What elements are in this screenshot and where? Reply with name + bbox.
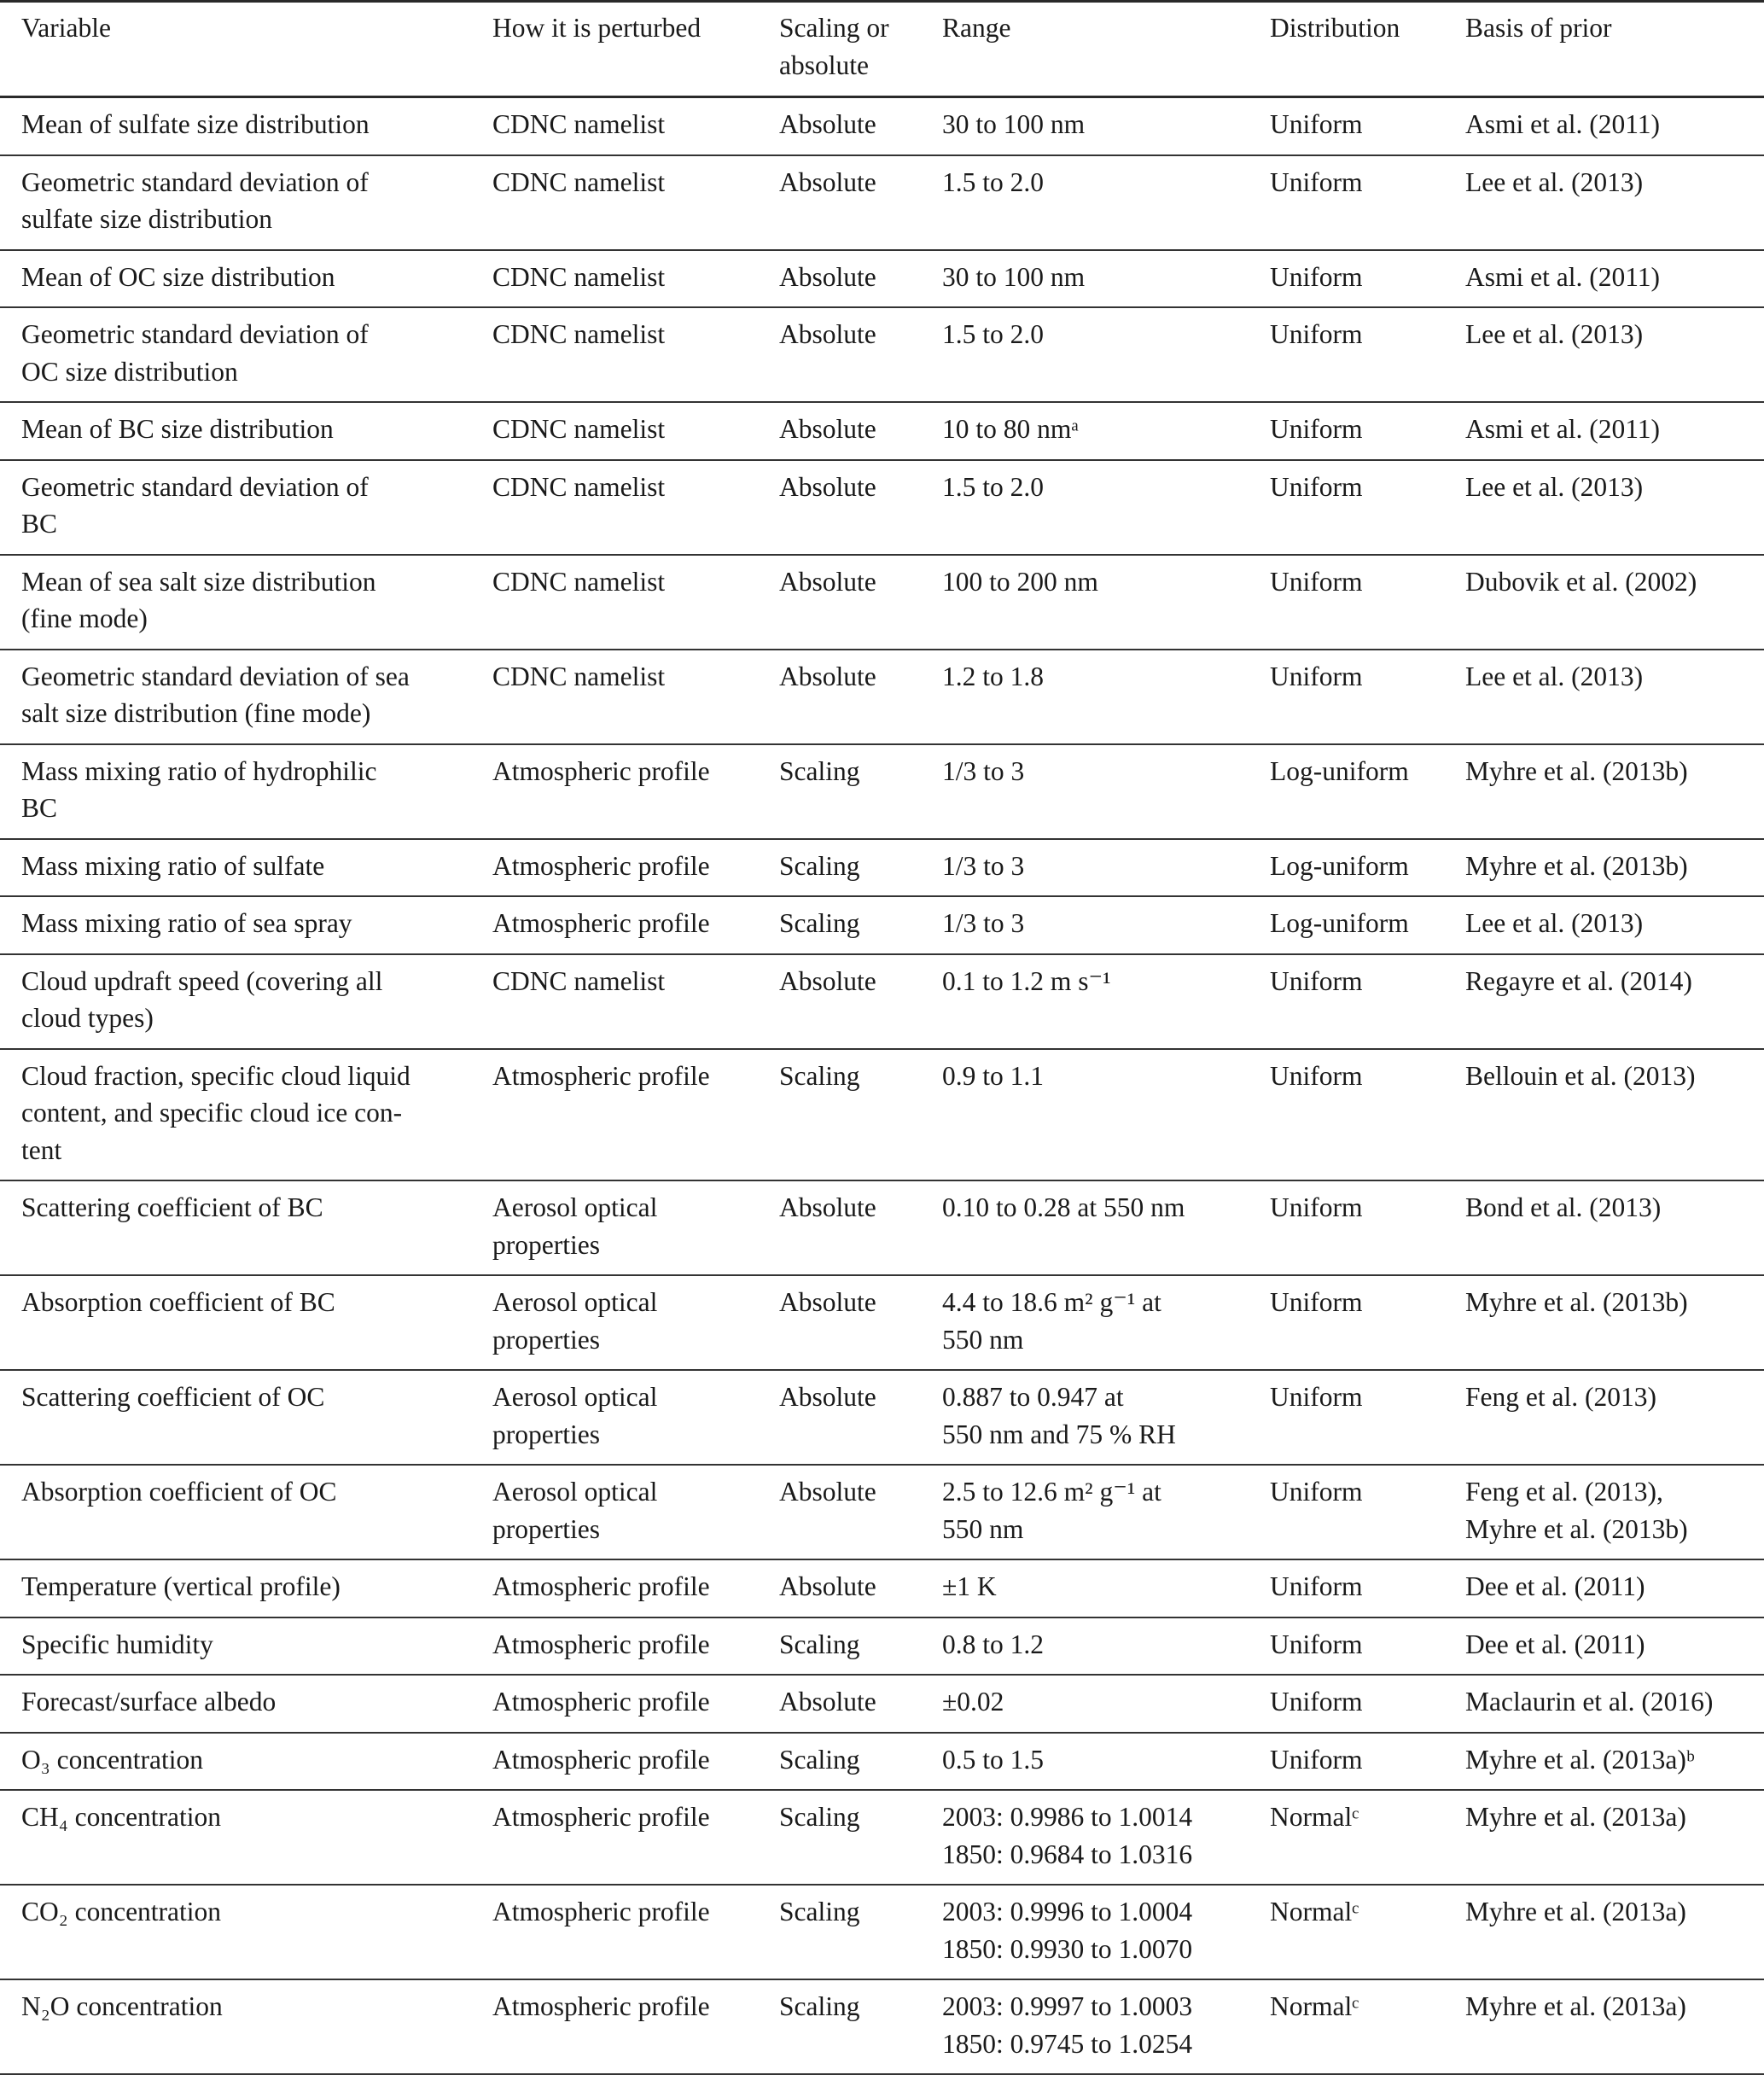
- header-scaling-or-absolute: Scaling or absolute: [779, 2, 942, 97]
- cell-how-perturbed: CDNC namelist: [492, 109, 666, 139]
- cell-variable: O₃ concentration: [21, 1744, 204, 1775]
- cell-range: 0.10 to 0.28 at 550 nm: [942, 1192, 1185, 1222]
- table-row: [0, 1275, 1764, 1370]
- cell-basis-of-prior: Dee et al. (2011): [1465, 1571, 1645, 1601]
- cell-distribution: Normalᶜ: [1270, 1802, 1359, 1832]
- cell-basis-of-prior: Myhre et al. (2013a)ᵇ: [1465, 1744, 1695, 1775]
- cell-scaling: Absolute: [779, 471, 876, 502]
- cell-range: 10 to 80 nmᵃ: [942, 414, 1079, 444]
- cell-range: 1/3 to 3: [942, 755, 1025, 786]
- table-row: [0, 954, 1764, 1049]
- cell-range: ±1 K: [942, 1571, 997, 1601]
- cell-variable: CO₂ concentration: [21, 1897, 222, 1926]
- cell-range: 1.5 to 2.0: [942, 166, 1045, 197]
- cell-basis-of-prior: Asmi et al. (2011): [1465, 414, 1661, 444]
- cell-basis-of-prior: Myhre et al. (2013a): [1465, 1991, 1686, 2021]
- cell-basis-of-prior: Dee et al. (2011): [1465, 1629, 1645, 1659]
- cell-basis-of-prior: Lee et al. (2013): [1465, 319, 1644, 349]
- cell-basis-of-prior: Feng et al. (2013), Myhre et al. (2013b): [1465, 1477, 1688, 1544]
- cell-distribution: Uniform: [1270, 414, 1363, 444]
- cell-distribution: Uniform: [1270, 261, 1363, 292]
- cell-distribution: Normalᶜ: [1270, 1991, 1359, 2021]
- cell-scaling: Scaling: [779, 850, 860, 881]
- cell-range: 0.887 to 0.947 at 550 nm and 75 % RH: [942, 1382, 1176, 1449]
- cell-scaling: Scaling: [779, 1744, 860, 1775]
- cell-distribution: Uniform: [1270, 1382, 1363, 1412]
- cell-how-perturbed: Aerosol optical properties: [492, 1192, 658, 1260]
- cell-how-perturbed: Atmospheric profile: [492, 1687, 710, 1717]
- cell-basis-of-prior: Feng et al. (2013): [1465, 1382, 1656, 1412]
- cell-variable: Mean of sea salt size distribution (fine mode): [21, 566, 376, 633]
- cell-variable: Mean of BC size distribution: [21, 414, 334, 444]
- cell-distribution: Uniform: [1270, 166, 1363, 197]
- cell-scaling: Absolute: [779, 109, 876, 139]
- table-row: [0, 1559, 1764, 1617]
- cell-variable: Cloud fraction, specific cloud liquid content, and specific cloud ice con- tent: [21, 1060, 410, 1165]
- header-how-perturbed: How it is perturbed: [492, 2, 779, 97]
- cell-variable: Geometric standard deviation of sulfate size distribution: [21, 166, 369, 234]
- table-row: [0, 155, 1764, 250]
- cell-distribution: Uniform: [1270, 1629, 1363, 1659]
- cell-how-perturbed: Atmospheric profile: [492, 1897, 710, 1926]
- cell-range: 30 to 100 nm: [942, 261, 1086, 292]
- cell-basis-of-prior: Bellouin et al. (2013): [1465, 1060, 1696, 1091]
- table-row: [0, 97, 1764, 155]
- cell-distribution: Log-uniform: [1270, 908, 1409, 938]
- cell-distribution: Uniform: [1270, 109, 1363, 139]
- cell-basis-of-prior: Myhre et al. (2013b): [1465, 850, 1688, 881]
- table-row: [0, 1617, 1764, 1676]
- cell-scaling: Absolute: [779, 965, 876, 996]
- cell-variable: Mean of OC size distribution: [21, 261, 335, 292]
- cell-range: 2.5 to 12.6 m² g⁻¹ at 550 nm: [942, 1477, 1161, 1544]
- cell-variable: Scattering coefficient of BC: [21, 1192, 323, 1222]
- table-row: [0, 744, 1764, 839]
- cell-range: 2003: 0.9997 to 1.0003 1850: 0.9745 to 1.0254: [942, 1991, 1193, 2059]
- cell-basis-of-prior: Myhre et al. (2013a): [1465, 1802, 1686, 1832]
- cell-how-perturbed: Atmospheric profile: [492, 1802, 710, 1832]
- cell-variable: Absorption coefficient of OC: [21, 1477, 337, 1507]
- cell-scaling: Scaling: [779, 1897, 860, 1926]
- cell-how-perturbed: CDNC namelist: [492, 471, 666, 502]
- cell-variable: Specific humidity: [21, 1629, 213, 1659]
- table-row: [0, 402, 1764, 460]
- table-row: [0, 1885, 1764, 1979]
- cell-basis-of-prior: Asmi et al. (2011): [1465, 261, 1661, 292]
- cell-how-perturbed: Atmospheric profile: [492, 755, 710, 786]
- cell-distribution: Uniform: [1270, 1060, 1363, 1091]
- table-row: [0, 1370, 1764, 1465]
- cell-how-perturbed: Aerosol optical properties: [492, 1287, 658, 1355]
- cell-variable: Geometric standard deviation of BC: [21, 471, 369, 539]
- header-variable: Variable: [0, 2, 492, 97]
- table-row: [0, 1675, 1764, 1733]
- cell-distribution: Uniform: [1270, 566, 1363, 597]
- cell-basis-of-prior: Lee et al. (2013): [1465, 661, 1644, 691]
- cell-how-perturbed: Atmospheric profile: [492, 908, 710, 938]
- table-row: [0, 1049, 1764, 1181]
- cell-range: 0.8 to 1.2: [942, 1629, 1045, 1659]
- cell-scaling: Scaling: [779, 1802, 860, 1832]
- cell-distribution: Uniform: [1270, 319, 1363, 349]
- cell-how-perturbed: Atmospheric profile: [492, 1991, 710, 2021]
- cell-variable: Geometric standard deviation of sea salt size distribution (fine mode): [21, 661, 410, 728]
- header-distribution: Distribution: [1270, 2, 1465, 97]
- header-basis-of-prior: Basis of prior: [1465, 2, 1764, 97]
- cell-how-perturbed: Atmospheric profile: [492, 1571, 710, 1601]
- cell-range: 0.5 to 1.5: [942, 1744, 1045, 1775]
- cell-range: 0.1 to 1.2 m s⁻¹: [942, 965, 1111, 996]
- cell-distribution: Uniform: [1270, 1744, 1363, 1775]
- cell-variable: Cloud updraft speed (covering all cloud types): [21, 965, 383, 1033]
- table-row: [0, 1733, 1764, 1791]
- cell-basis-of-prior: Myhre et al. (2013b): [1465, 755, 1688, 786]
- table-row: [0, 460, 1764, 555]
- table-row: [0, 839, 1764, 897]
- cell-distribution: Uniform: [1270, 1571, 1363, 1601]
- cell-scaling: Absolute: [779, 319, 876, 349]
- cell-variable: Mass mixing ratio of hydrophilic BC: [21, 755, 377, 823]
- cell-basis-of-prior: Bond et al. (2013): [1465, 1192, 1662, 1222]
- cell-range: 1.2 to 1.8: [942, 661, 1045, 691]
- cell-how-perturbed: CDNC namelist: [492, 414, 666, 444]
- table-body: [0, 97, 1764, 2075]
- table-row: [0, 896, 1764, 954]
- cell-how-perturbed: CDNC namelist: [492, 965, 666, 996]
- cell-scaling: Absolute: [779, 661, 876, 691]
- cell-range: 2003: 0.9986 to 1.0014 1850: 0.9684 to 1.0316: [942, 1802, 1193, 1869]
- cell-variable: Absorption coefficient of BC: [21, 1287, 335, 1317]
- cell-how-perturbed: Aerosol optical properties: [492, 1382, 658, 1449]
- table-row: [0, 307, 1764, 402]
- cell-basis-of-prior: Myhre et al. (2013a): [1465, 1897, 1686, 1926]
- cell-variable: Geometric standard deviation of OC size distribution: [21, 319, 369, 387]
- cell-basis-of-prior: Myhre et al. (2013b): [1465, 1287, 1688, 1317]
- cell-variable: CH₄ concentration: [21, 1802, 222, 1832]
- table-row: [0, 1465, 1764, 1559]
- cell-distribution: Log-uniform: [1270, 850, 1409, 881]
- cell-variable: Temperature (vertical profile): [21, 1571, 341, 1601]
- cell-scaling: Absolute: [779, 1382, 876, 1412]
- cell-distribution: Uniform: [1270, 1287, 1363, 1317]
- cell-distribution: Log-uniform: [1270, 755, 1409, 786]
- cell-basis-of-prior: Lee et al. (2013): [1465, 166, 1644, 197]
- cell-basis-of-prior: Maclaurin et al. (2016): [1465, 1687, 1714, 1717]
- cell-range: 1.5 to 2.0: [942, 471, 1045, 502]
- cell-scaling: Absolute: [779, 1192, 876, 1222]
- cell-basis-of-prior: Asmi et al. (2011): [1465, 109, 1661, 139]
- cell-range: 1.5 to 2.0: [942, 319, 1045, 349]
- header-range: Range: [942, 2, 1270, 97]
- cell-how-perturbed: Atmospheric profile: [492, 1060, 710, 1091]
- table-row: [0, 1180, 1764, 1275]
- cell-scaling: Scaling: [779, 1060, 860, 1091]
- cell-range: 2003: 0.9996 to 1.0004 1850: 0.9930 to 1.0070: [942, 1897, 1193, 1964]
- cell-how-perturbed: CDNC namelist: [492, 566, 666, 597]
- cell-distribution: Uniform: [1270, 1687, 1363, 1717]
- header-row: [0, 2, 1764, 97]
- cell-scaling: Absolute: [779, 261, 876, 292]
- table-row: [0, 1979, 1764, 2074]
- cell-distribution: Normalᶜ: [1270, 1897, 1359, 1926]
- table-row: [0, 650, 1764, 744]
- cell-distribution: Uniform: [1270, 1192, 1363, 1222]
- cell-scaling: Absolute: [779, 1687, 876, 1717]
- cell-range: 100 to 200 nm: [942, 566, 1098, 597]
- cell-distribution: Uniform: [1270, 965, 1363, 996]
- cell-distribution: Uniform: [1270, 471, 1363, 502]
- cell-how-perturbed: Aerosol optical properties: [492, 1477, 658, 1544]
- table-header: [0, 2, 1764, 97]
- cell-how-perturbed: Atmospheric profile: [492, 850, 710, 881]
- cell-basis-of-prior: Lee et al. (2013): [1465, 471, 1644, 502]
- cell-range: 4.4 to 18.6 m² g⁻¹ at 550 nm: [942, 1287, 1161, 1355]
- cell-scaling: Absolute: [779, 566, 876, 597]
- table-row: [0, 555, 1764, 650]
- cell-scaling: Absolute: [779, 1477, 876, 1507]
- cell-variable: Mean of sulfate size distribution: [21, 109, 370, 139]
- cell-scaling: Absolute: [779, 414, 876, 444]
- cell-scaling: Scaling: [779, 908, 860, 938]
- cell-basis-of-prior: Dubovik et al. (2002): [1465, 566, 1697, 597]
- cell-scaling: Absolute: [779, 1571, 876, 1601]
- cell-distribution: Uniform: [1270, 1477, 1363, 1507]
- cell-scaling: Absolute: [779, 1287, 876, 1317]
- cell-variable: Forecast/surface albedo: [21, 1687, 277, 1717]
- cell-scaling: Absolute: [779, 166, 876, 197]
- cell-variable: N₂O concentration: [21, 1991, 223, 2021]
- cell-how-perturbed: CDNC namelist: [492, 261, 666, 292]
- cell-basis-of-prior: Regayre et al. (2014): [1465, 965, 1692, 996]
- cell-range: 1/3 to 3: [942, 850, 1025, 881]
- cell-scaling: Scaling: [779, 755, 860, 786]
- table-row: [0, 1790, 1764, 1885]
- cell-how-perturbed: Atmospheric profile: [492, 1744, 710, 1775]
- cell-variable: Mass mixing ratio of sulfate: [21, 850, 325, 881]
- table-row: [0, 250, 1764, 308]
- cell-distribution: Uniform: [1270, 661, 1363, 691]
- cell-how-perturbed: CDNC namelist: [492, 661, 666, 691]
- cell-scaling: Scaling: [779, 1991, 860, 2021]
- cell-range: 1/3 to 3: [942, 908, 1025, 938]
- cell-range: 30 to 100 nm: [942, 109, 1086, 139]
- cell-how-perturbed: Atmospheric profile: [492, 1629, 710, 1659]
- cell-scaling: Scaling: [779, 1629, 860, 1659]
- cell-basis-of-prior: Lee et al. (2013): [1465, 908, 1644, 938]
- cell-variable: Mass mixing ratio of sea spray: [21, 908, 352, 938]
- cell-how-perturbed: CDNC namelist: [492, 166, 666, 197]
- cell-range: 0.9 to 1.1: [942, 1060, 1045, 1091]
- cell-how-perturbed: CDNC namelist: [492, 319, 666, 349]
- cell-range: ±0.02: [942, 1687, 1004, 1717]
- cell-variable: Scattering coefficient of OC: [21, 1382, 325, 1412]
